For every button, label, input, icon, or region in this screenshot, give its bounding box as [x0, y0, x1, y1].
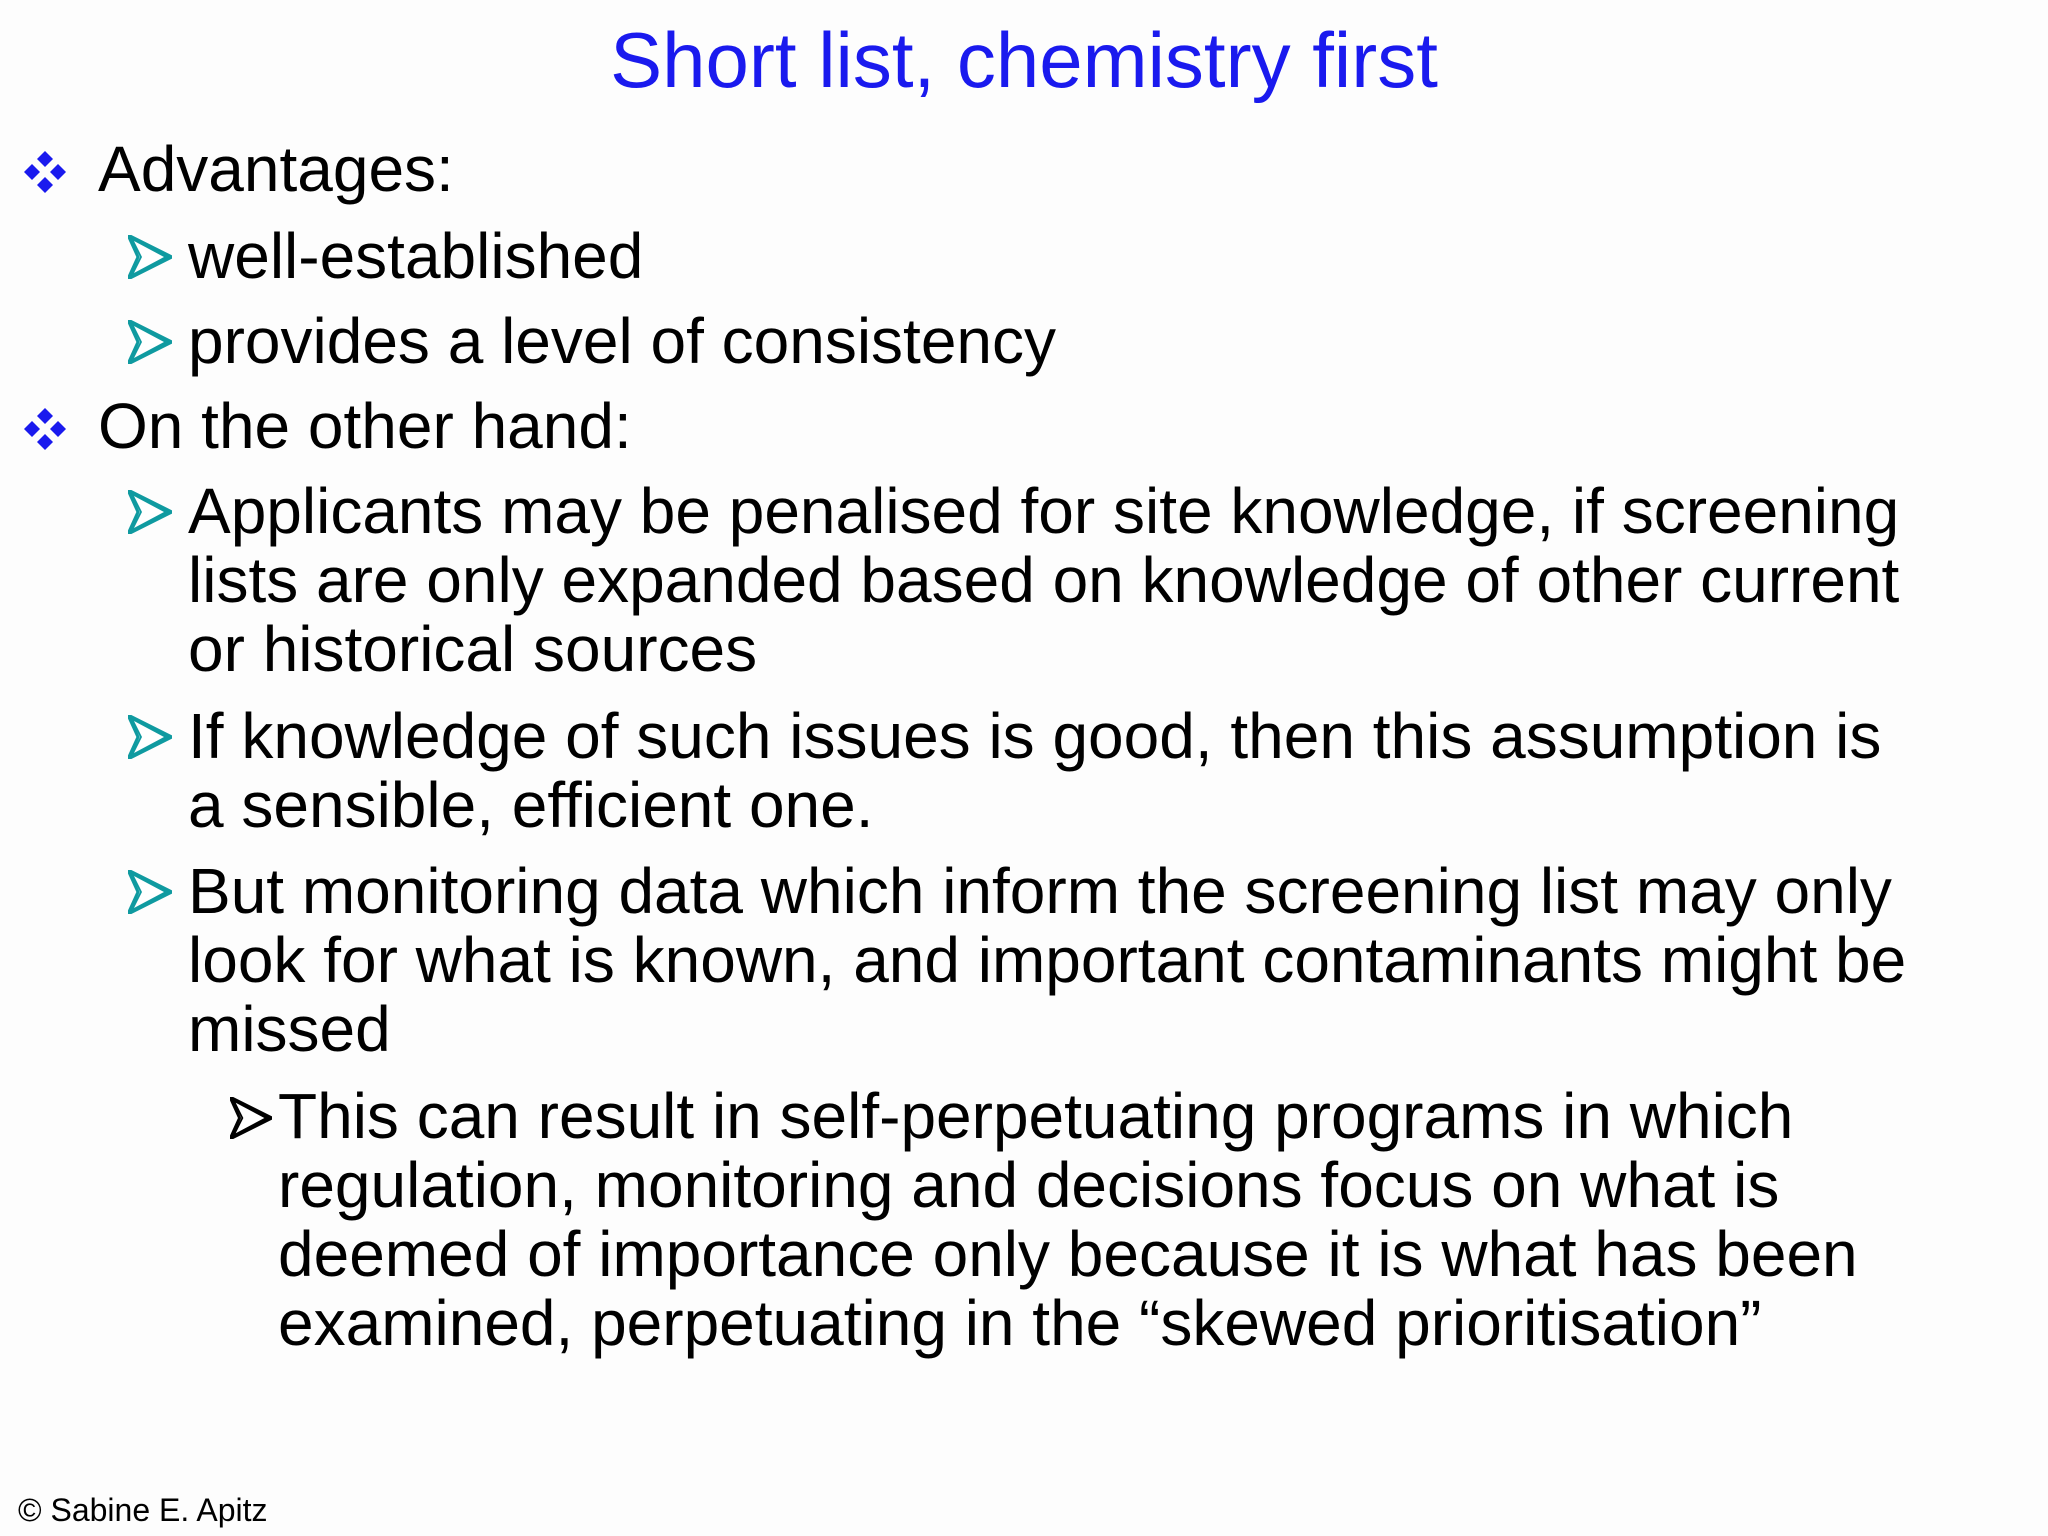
- arrowhead-bullet-icon: [128, 320, 172, 364]
- diamond-cluster-bullet-icon: [24, 151, 66, 193]
- bullet-text-line: deemed of importance only because it is what has been: [278, 1218, 1858, 1290]
- bullet-text: provides a level of consistency: [188, 305, 1056, 377]
- slide-title: Short list, chemistry first: [610, 16, 1438, 104]
- arrowhead-bullet-icon: [128, 870, 172, 914]
- copyright-footer: © Sabine E. Apitz: [18, 1492, 268, 1528]
- bullet-text-line: look for what is known, and important contaminants might be: [188, 924, 1907, 996]
- bullet-item-self-perpetuating: [278, 1082, 2018, 1358]
- bullet-text-line: lists are only expanded based on knowledge of other current: [188, 544, 1900, 616]
- bullet-text-line: missed: [188, 993, 391, 1065]
- bullet-item-other-hand: [98, 392, 1998, 461]
- bullet-item-consistency: [188, 307, 1988, 376]
- arrowhead-bullet-icon: [128, 490, 172, 534]
- bullet-text-line: But monitoring data which inform the screening list may only: [188, 855, 1892, 927]
- bullet-text: On the other hand:: [98, 390, 632, 462]
- bullet-text-line: If knowledge of such issues is good, then this assumption is: [188, 700, 1882, 772]
- arrowhead-bullet-icon: [230, 1097, 272, 1139]
- bullet-item-knowledge: [188, 702, 2038, 840]
- arrowhead-bullet-icon: [128, 235, 172, 279]
- bullet-item-monitoring: [188, 857, 2038, 1064]
- arrowhead-bullet-icon: [128, 715, 172, 759]
- diamond-cluster-bullet-icon: [24, 408, 66, 450]
- bullet-text-line: or historical sources: [188, 613, 758, 685]
- bullet-text-line: examined, perpetuating in the “skewed prioritisation”: [278, 1287, 1762, 1359]
- bullet-text-line: a sensible, efficient one.: [188, 769, 874, 841]
- bullet-text-line: This can result in self-perpetuating programs in which: [278, 1080, 1794, 1152]
- bullet-text: Advantages:: [98, 133, 454, 205]
- bullet-text: well-established: [188, 220, 644, 292]
- bullet-item-well-established: [188, 222, 1988, 291]
- bullet-text-line: regulation, monitoring and decisions focus on what is: [278, 1149, 1780, 1221]
- bullet-item-applicants: [188, 477, 2038, 684]
- bullet-text-line: Applicants may be penalised for site knowledge, if screening: [188, 475, 1900, 547]
- bullet-item-advantages: [98, 135, 1998, 204]
